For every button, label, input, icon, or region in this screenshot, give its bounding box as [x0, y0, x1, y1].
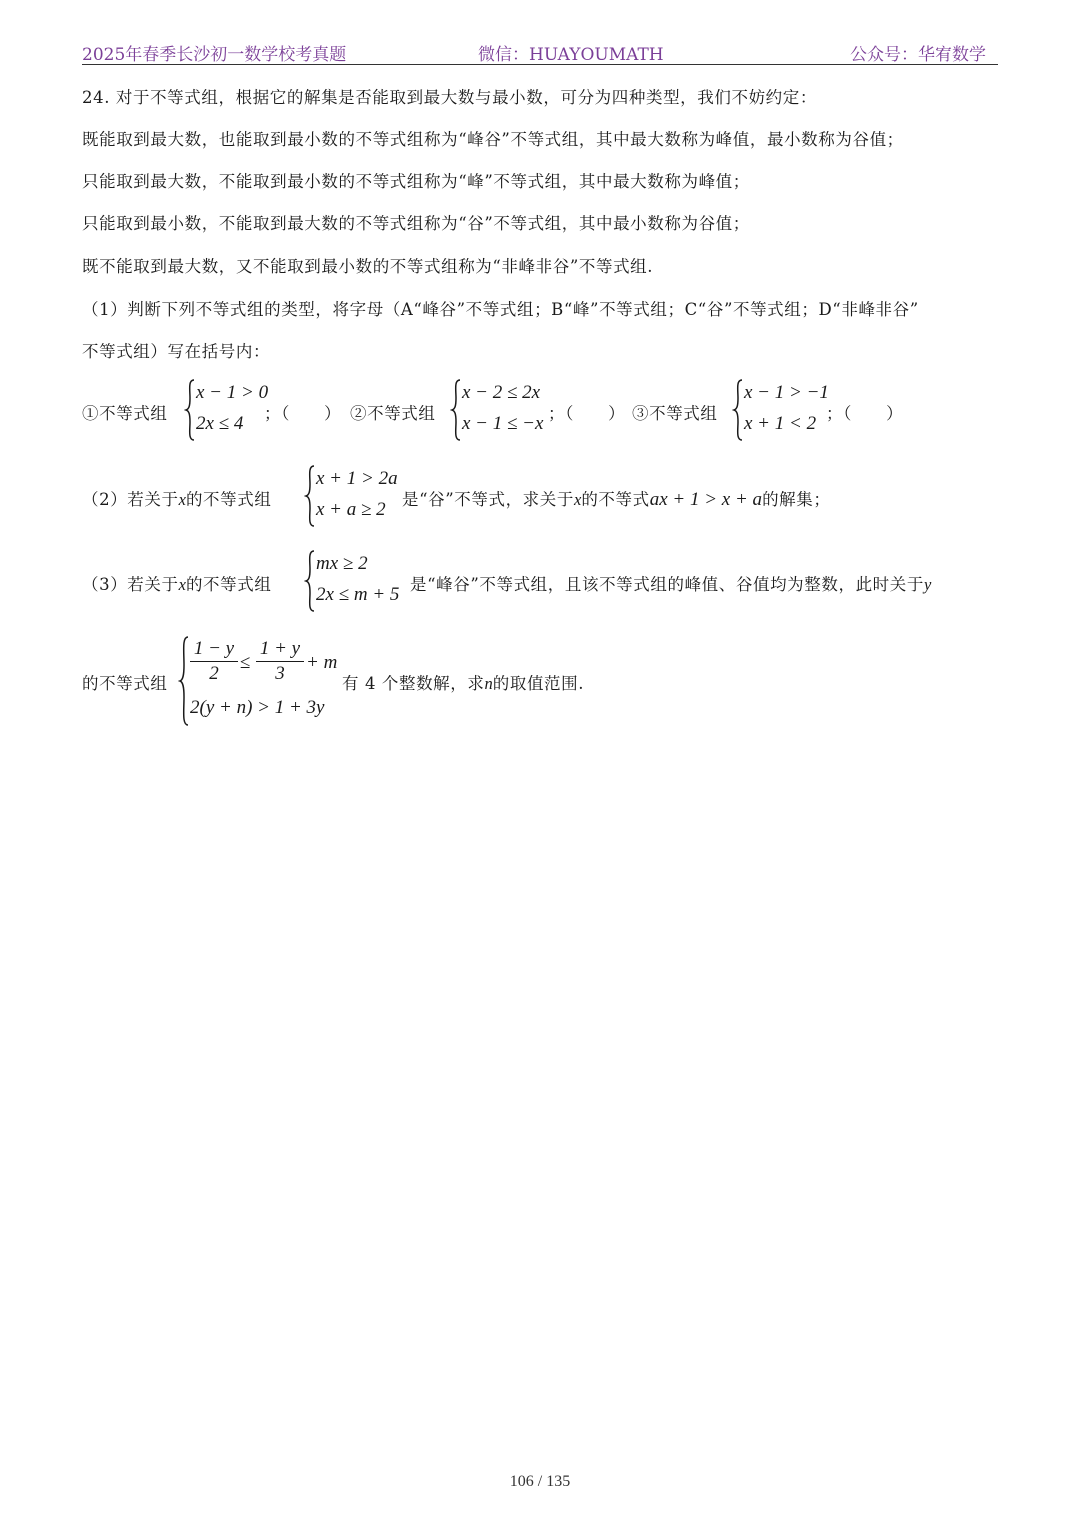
q1-item-3-label: ③不等式组: [632, 404, 718, 423]
definition-neither: 既不能取到最大数，又不能取到最小数的不等式组称为“非峰非谷”不等式组.: [82, 257, 654, 276]
brace-icon: [450, 378, 462, 442]
brace-icon: [184, 378, 196, 442]
brace-icon: [732, 378, 744, 442]
page-header: [82, 38, 998, 64]
q1-system-3: x − 1 > −1 x + 1 < 2: [732, 378, 912, 442]
page-number: 106 / 135: [509, 1473, 571, 1490]
header-wechat: 微信：HUAYOUMATH: [478, 45, 664, 65]
q1-system-2: x − 2 ≤ 2x x − 1 ≤ −x: [450, 378, 630, 442]
question-2-prefix: （2）若关于x的不等式组: [82, 490, 272, 509]
question-1-text: （1）判断下列不等式组的类型，将字母（A“峰谷”不等式组；B“峰”不等式组；C“谷”不等式组；D“非峰非谷”: [82, 300, 919, 319]
brace-icon: [178, 635, 190, 727]
fraction-1-minus-y-over-2: 1 − y 2: [190, 638, 238, 685]
definition-peak-valley: 既能取到最大数，也能取到最小数的不等式组称为“峰谷”不等式组，其中最大数称为峰值，最小数称为谷值；: [82, 130, 904, 149]
brace-icon: [304, 464, 316, 528]
q2-system: x + 1 > 2a x + a ≥ 2: [304, 464, 404, 528]
q1-item-2-label: ②不等式组: [350, 404, 436, 423]
definition-peak: 只能取到最大数，不能取到最小数的不等式组称为“峰”不等式组，其中最大数称为峰值；: [82, 172, 750, 191]
q1-item-2-answer-blank: ；（ ）: [548, 404, 626, 423]
question-3-prefix: （3）若关于x的不等式组: [82, 575, 272, 594]
question-3-line2-prefix: 的不等式组: [82, 674, 168, 693]
q1-item-1-answer-blank: ；（ ）: [264, 404, 342, 423]
header-account: 公众号：华宥数学: [850, 45, 986, 65]
question-3-rest: 是“峰谷”不等式组，且该不等式组的峰值、谷值均为整数，此时关于y: [410, 575, 932, 594]
question-1-text-cont: 不等式组）写在括号内：: [82, 342, 271, 361]
header-divider: [82, 64, 998, 65]
brace-icon: [304, 549, 316, 613]
question-3-tail: 有 4 个整数解，求n的取值范围.: [342, 674, 585, 693]
definition-valley: 只能取到最小数，不能取到最大数的不等式组称为“谷”不等式组，其中最小数称为谷值；: [82, 214, 750, 233]
q1-item-3-answer-blank: ；（ ）: [826, 404, 904, 423]
q3-y-system: 1 − y 2 ≤ 1 + y 3 + m 2(y + n) > 1 + 3y: [178, 635, 348, 727]
q3-system: mx ≥ 2 2x ≤ m + 5: [304, 549, 414, 613]
problem-intro: 24. 对于不等式组，根据它的解集是否能取到最大数与最小数，可分为四种类型，我们不妨约定：: [82, 88, 817, 107]
question-2-rest: 是“谷”不等式，求关于x的不等式ax + 1 > x + a的解集；: [402, 489, 831, 510]
fraction-1-plus-y-over-3: 1 + y 3: [256, 638, 304, 685]
q1-system-1: x − 1 > 0 2x ≤ 4: [184, 378, 354, 442]
header-title: 2025年春季长沙初一数学校考真题: [82, 45, 347, 65]
q1-item-1-label: ①不等式组: [82, 404, 168, 423]
